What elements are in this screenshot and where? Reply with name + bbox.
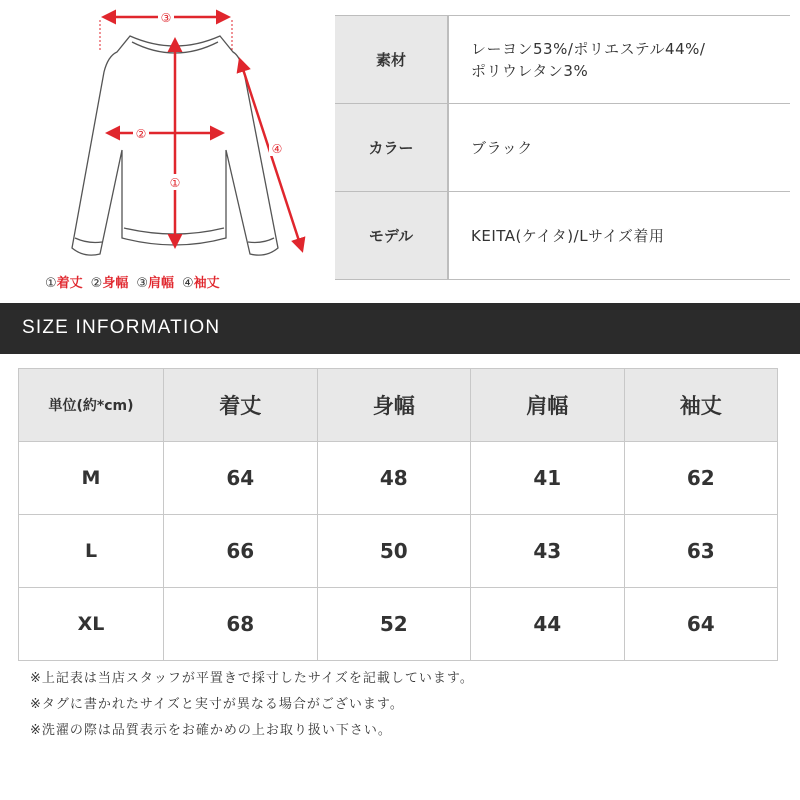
table-cell: 66 bbox=[164, 515, 318, 588]
section-header-band bbox=[0, 303, 800, 354]
spec-row-material bbox=[335, 16, 790, 104]
table-cell: 63 bbox=[624, 515, 778, 588]
size-table bbox=[18, 368, 778, 661]
spec-key: カラー bbox=[335, 104, 448, 192]
spec-key: モデル bbox=[335, 192, 448, 280]
table-row bbox=[19, 442, 778, 515]
note-line: ※タグに書かれたサイズと実寸が異なる場合がございます。 bbox=[30, 697, 404, 712]
table-cell: 50 bbox=[317, 515, 471, 588]
marker-2: ② bbox=[135, 127, 147, 141]
table-cell: 64 bbox=[624, 588, 778, 661]
legend-item: ③肩幅 bbox=[136, 276, 175, 291]
table-cell: 68 bbox=[164, 588, 318, 661]
table-cell: 48 bbox=[317, 442, 471, 515]
note-line: ※上記表は当店スタッフが平置きで採寸したサイズを記載しています。 bbox=[30, 671, 474, 686]
size-label: M bbox=[19, 442, 164, 515]
table-cell: 52 bbox=[317, 588, 471, 661]
table-cell: 62 bbox=[624, 442, 778, 515]
table-cell: 64 bbox=[164, 442, 318, 515]
column-header: 肩幅 bbox=[471, 369, 625, 442]
notes bbox=[30, 666, 474, 744]
legend-item: ④袖丈 bbox=[182, 276, 220, 291]
column-header: 袖丈 bbox=[624, 369, 778, 442]
section-title: SIZE INFORMATION bbox=[22, 317, 221, 338]
marker-4: ④ bbox=[271, 142, 283, 156]
table-row bbox=[19, 588, 778, 661]
column-header: 着丈 bbox=[164, 369, 318, 442]
note-line: ※洗濯の際は品質表示をお確かめの上お取り扱い下さい。 bbox=[30, 723, 392, 738]
spec-value: ブラック bbox=[448, 104, 790, 192]
table-row bbox=[19, 515, 778, 588]
table-cell: 41 bbox=[471, 442, 625, 515]
product-spec-table bbox=[335, 15, 790, 280]
spec-value: KEITA(ケイタ)/Lサイズ着用 bbox=[448, 192, 790, 280]
marker-3: ③ bbox=[160, 11, 172, 25]
table-cell: 43 bbox=[471, 515, 625, 588]
measurement-legend bbox=[45, 272, 220, 291]
unit-header: 単位(約*cm) bbox=[19, 369, 164, 442]
spec-row-model bbox=[335, 192, 790, 280]
spec-value: レーヨン53%/ポリエステル44%/ ポリウレタン3% bbox=[448, 16, 790, 104]
size-table-header bbox=[19, 369, 778, 442]
column-header: 身幅 bbox=[317, 369, 471, 442]
spec-key: 素材 bbox=[335, 16, 448, 104]
spec-row-color bbox=[335, 104, 790, 192]
sweater-diagram bbox=[0, 0, 330, 300]
legend-item: ②身幅 bbox=[90, 276, 129, 291]
table-cell: 44 bbox=[471, 588, 625, 661]
size-label: XL bbox=[19, 588, 164, 661]
legend-item: ①着丈 bbox=[45, 276, 83, 291]
marker-1: ① bbox=[169, 176, 181, 190]
size-label: L bbox=[19, 515, 164, 588]
